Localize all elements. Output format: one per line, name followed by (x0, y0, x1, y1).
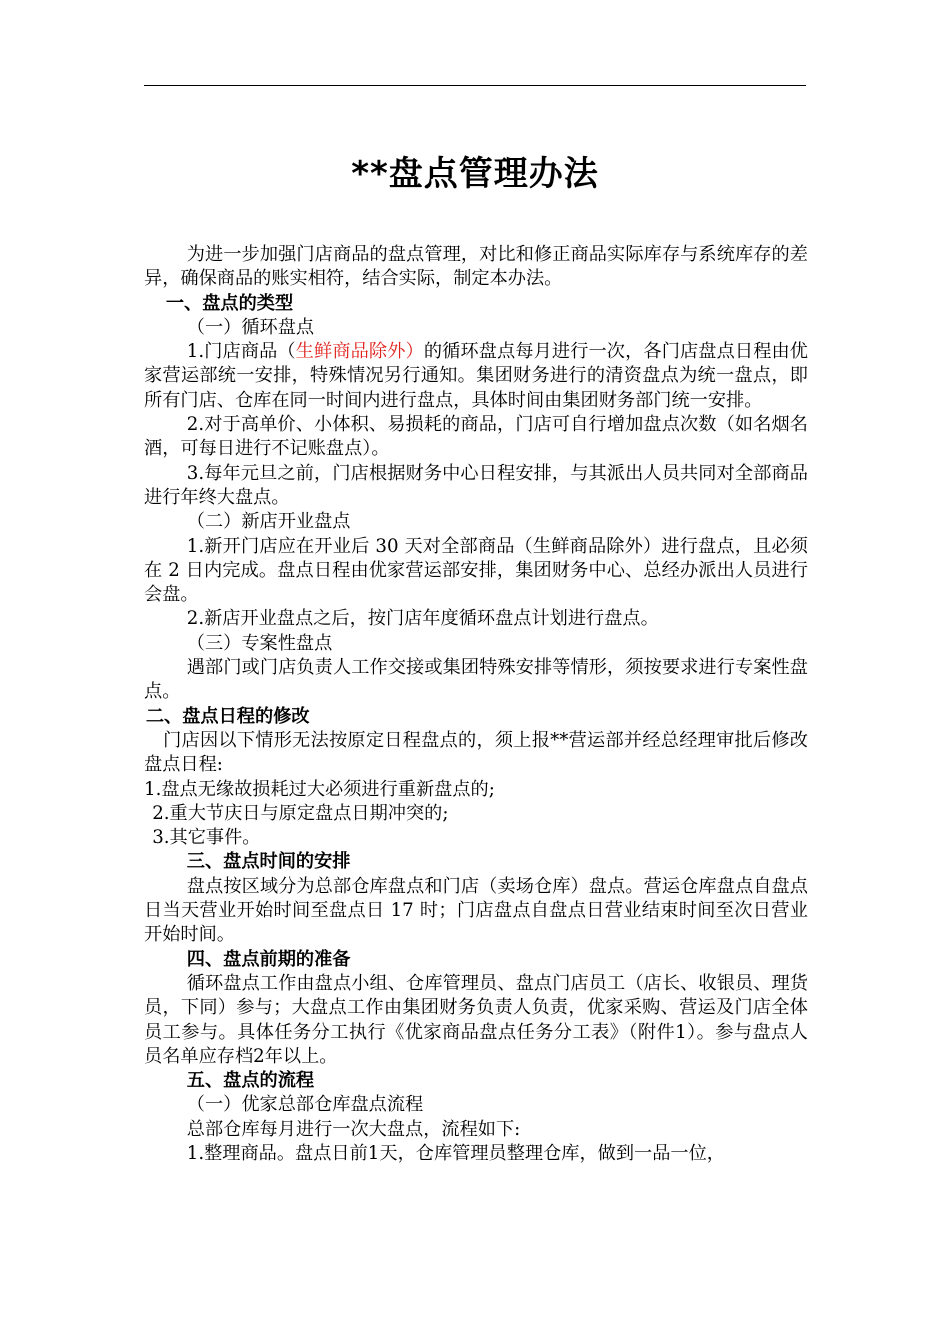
paragraph-schedule-change: 门店因以下情形无法按原定日程盘点的，须上报**营运部并经总经理审批后修改盘点日程: (144, 729, 808, 776)
paragraph-cycle-count-1 (144, 340, 808, 413)
document-body (144, 243, 808, 1166)
section-heading-types: 一、盘点的类型 (165, 292, 294, 314)
subheading-special-count: （三）专案性盘点 (186, 632, 333, 654)
intro-paragraph: 为进一步加强门店商品的盘点管理，对比和修正商品实际库存与系统库存的差异，确保商品的账实相符，结合实际，制定本办法。 (144, 244, 808, 290)
highlight-text: 生鲜商品除外） (295, 341, 424, 363)
paragraph-special-count: 遇部门或门店负责人工作交接或集团特殊安排等情形，须按要求进行专案性盘点。 (144, 657, 808, 703)
paragraph-preparation: 循环盘点工作由盘点小组、仓库管理员、盘点门店员工（店长、收银员、理货员，下同）参与；大盘点工作由集团财务负责人负责，优家采购、营运及门店全体员工参与。具体任务分工执行《优家商品盘点任务分工表》（附件1）。参与盘点人员名单应存档2年以上。 (144, 972, 808, 1067)
paragraph-new-store-1: 1.新开门店应在开业后 30 天对全部商品（生鲜商品除外）进行盘点，且必须在 2 日内完成。盘点日程由优家营运部安排，集团财务中心、总经办派出人员进行会盘。 (144, 535, 808, 606)
paragraph-hq-warehouse: 总部仓库每月进行一次大盘点，流程如下: (186, 1118, 521, 1140)
list-item-3: 3.其它事件。 (152, 827, 261, 849)
list-item-2: 2.重大节庆日与原定盘点日期冲突的; (152, 802, 449, 824)
paragraph-new-store-2: 2.新店开业盘点之后，按门店年度循环盘点计划进行盘点。 (186, 608, 659, 630)
paragraph-time: 盘点按区域分为总部仓库盘点和门店（卖场仓库）盘点。营运仓库盘点自盘点日当天营业开始时间至盘点日 17 时；门店盘点自盘点日营业结束时间至次日营业开始时间。 (144, 875, 808, 946)
subheading-cycle-count: （一）循环盘点 (186, 316, 315, 338)
section-heading-schedule-change: 二、盘点日程的修改 (145, 705, 310, 727)
text-segment: 1.门店商品（ (186, 341, 296, 363)
document-title: **盘点管理办法 (351, 154, 599, 194)
section-heading-process: 五、盘点的流程 (186, 1070, 315, 1092)
header-rule (144, 85, 806, 86)
paragraph-cycle-count-2: 2.对于高单价、小体积、易损耗的商品，门店可自行增加盘点次数（如名烟名酒，可每日进行不记账盘点）。 (144, 414, 808, 460)
paragraph-hq-warehouse-step1: 1.整理商品。盘点日前1天，仓库管理员整理仓库，做到一品一位， (186, 1142, 725, 1164)
subheading-new-store: （二）新店开业盘点 (186, 511, 351, 533)
section-heading-preparation: 四、盘点前期的准备 (186, 948, 351, 970)
paragraph-cycle-count-3: 3.每年元旦之前，门店根据财务中心日程安排，与其派出人员共同对全部商品进行年终大盘点。 (144, 462, 808, 508)
subheading-hq-warehouse: （一）优家总部仓库盘点流程 (186, 1094, 424, 1116)
list-item-1: 1.盘点无缘故损耗过大必须进行重新盘点的; (144, 778, 495, 800)
text-segment: 的循环盘点每月进行一次，各门店盘点日程由优家营运部统一安排，特殊情况另行通知。集团财务进行的清资盘点为统一盘点，即所有门店、仓库在同一时间内进行盘点，具体时间由集团财务部门统一安排。 (144, 341, 808, 411)
section-heading-time: 三、盘点时间的安排 (186, 851, 351, 873)
